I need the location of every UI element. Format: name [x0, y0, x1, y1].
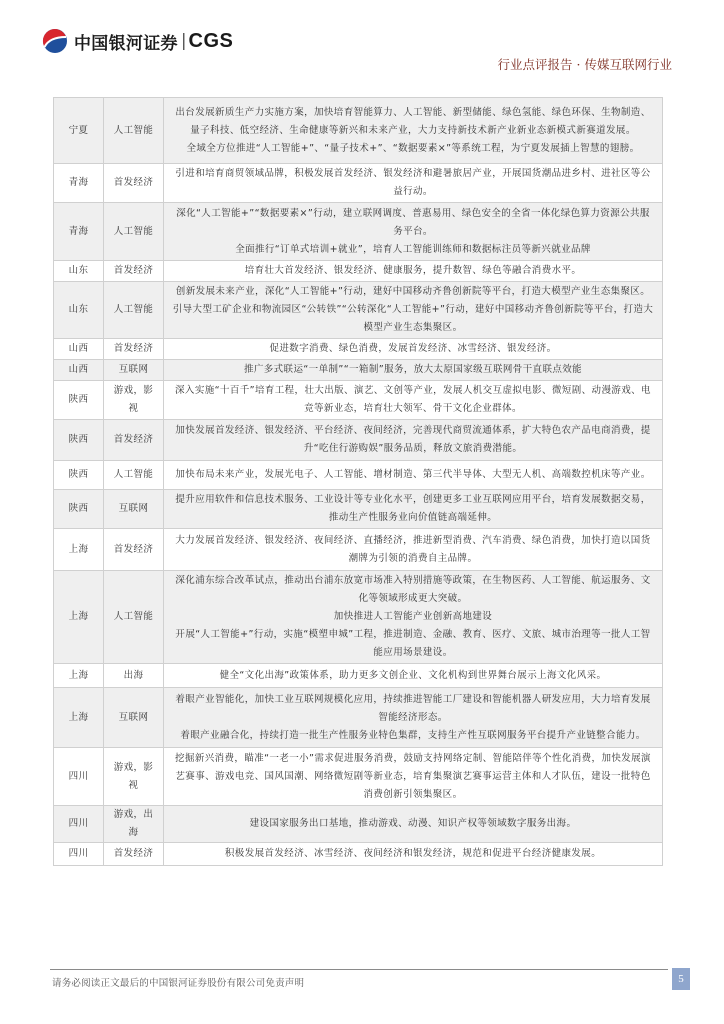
category-cell: 人工智能	[104, 282, 164, 339]
table-row	[54, 490, 663, 529]
content-cell	[164, 98, 663, 164]
category-cell: 人工智能	[104, 98, 164, 164]
region-cell: 陕西	[54, 490, 104, 529]
content-cell	[164, 461, 663, 490]
content-paragraph: 提升应用软件和信息技术服务、工业设计等专业化水平，创建更多工业互联网应用平台，培育发展数据交易，推动生产性服务业向价值链高端延伸。	[175, 494, 651, 523]
region-cell: 陕西	[54, 381, 104, 420]
content-paragraph: 加快发展首发经济、银发经济、平台经济、夜间经济，完善现代商贸流通体系，扩大特色农产品电商消费，提升“吃住行游购娱”服务品质，释放文旅消费潜能。	[175, 425, 651, 454]
content-paragraph: 全域全方位推进“人工智能+”、“量子技术+”、“数据要素×”等系统工程，为宁夏发展插上智慧的翅膀。	[186, 142, 640, 154]
category-cell: 游戏，影视	[104, 748, 164, 806]
category-cell: 首发经济	[104, 339, 164, 360]
content-cell	[164, 164, 663, 203]
region-cell: 上海	[54, 529, 104, 571]
content-paragraph: 加快布局未来产业，发展光电子、人工智能、增材制造、第三代半导体、大型无人机、高端数控机床等产业。	[175, 469, 651, 480]
category-cell: 首发经济	[104, 261, 164, 282]
company-logo	[41, 28, 233, 54]
table-row	[54, 664, 663, 688]
category-cell: 互联网	[104, 490, 164, 529]
logo-divider: |	[180, 31, 187, 51]
content-paragraph: 培育壮大首发经济、银发经济、健康服务，提升数智、绿色等融合消费水平。	[244, 265, 582, 276]
region-cell: 四川	[54, 843, 104, 866]
footer-divider	[50, 969, 668, 970]
content-cell	[164, 571, 663, 664]
category-cell: 首发经济	[104, 529, 164, 571]
content-paragraph: 引进和培育商贸领域品牌，积极发展首发经济、银发经济和避暑旅居产业，开展国货潮品进乡村、进社区等公益行动。	[175, 168, 651, 197]
content-paragraph: 积极发展首发经济、冰雪经济、夜间经济和银发经济，规范和促进平台经济健康发展。	[224, 848, 602, 859]
table-row	[54, 529, 663, 571]
content-paragraph: 健全“文化出海”政策体系，助力更多文创企业、文化机构到世界舞台展示上海文化风采。	[219, 669, 607, 681]
cgs-logo-icon	[41, 28, 69, 54]
content-paragraph: 着眼产业融合化，持续打造一批生产性服务业特色集群，支持生产性互联网服务平台提升产业链整合能力。	[180, 729, 646, 741]
content-cell	[164, 360, 663, 381]
page-number: 5	[672, 968, 690, 990]
region-cell: 青海	[54, 203, 104, 261]
region-cell: 山东	[54, 261, 104, 282]
content-paragraph: 加快推进人工智能产业创新高地建设	[333, 611, 493, 622]
content-paragraph: 建设国家服务出口基地，推动游戏、动漫、知识产权等领域数字服务出海。	[249, 818, 577, 829]
content-paragraph: 促进数字消费、绿色消费，发展首发经济、冰雪经济、银发经济。	[269, 343, 557, 354]
header-separator: ·	[576, 57, 581, 72]
category-cell: 游戏，影视	[104, 381, 164, 420]
content-paragraph: 大力发展首发经济、银发经济、夜间经济、直播经济，推进新型消费、汽车消费、绿色消费，加快打造以国货潮牌为引领的消费自主品牌。	[175, 534, 651, 564]
table-row	[54, 843, 663, 866]
table-row	[54, 98, 663, 164]
content-cell	[164, 203, 663, 261]
category-cell: 互联网	[104, 360, 164, 381]
content-cell	[164, 664, 663, 688]
running-header	[497, 55, 672, 73]
table-row	[54, 688, 663, 748]
table-row	[54, 461, 663, 490]
category-cell: 首发经济	[104, 164, 164, 203]
content-paragraph: 推广多式联运“一单制”“一箱制”服务，放大太原国家级互联网骨干直联点效能	[243, 364, 583, 375]
table-row	[54, 571, 663, 664]
region-cell: 陕西	[54, 461, 104, 490]
category-cell: 互联网	[104, 688, 164, 748]
table-row	[54, 748, 663, 806]
industry-name: 传媒互联网行业	[584, 57, 672, 72]
category-cell: 人工智能	[104, 571, 164, 664]
category-cell: 首发经济	[104, 843, 164, 866]
region-cell: 四川	[54, 748, 104, 806]
content-cell	[164, 806, 663, 843]
table-row	[54, 164, 663, 203]
content-paragraph: 开展“人工智能+”行动，实施“模塑申城”工程，推进制造、金融、教育、医疗、文旅、城市治理等一批人工智能应用场景建设。	[175, 629, 651, 658]
content-cell	[164, 381, 663, 420]
region-cell: 陕西	[54, 420, 104, 461]
table-row	[54, 806, 663, 843]
region-cell: 宁夏	[54, 98, 104, 164]
content-paragraph: 出台发展新质生产力实施方案，加快培育智能算力、人工智能、新型储能、绿色氢能、绿色环保、生物制造、量子科技、低空经济、生命健康等新兴和未来产业，大力支持新技术新产业新业态新模式新赛道发展。	[175, 106, 651, 136]
table-body	[54, 98, 663, 866]
category-cell: 首发经济	[104, 420, 164, 461]
category-cell: 人工智能	[104, 203, 164, 261]
content-cell	[164, 282, 663, 339]
content-paragraph: 深化“人工智能+”“数据要素×”行动，建立联网调度、普惠易用、绿色安全的全省一体化绿色算力资源公共服务平台。	[176, 207, 650, 237]
table-row	[54, 282, 663, 339]
region-cell: 上海	[54, 688, 104, 748]
region-cell: 上海	[54, 664, 104, 688]
disclaimer-notice: 请务必阅读正文最后的中国银河证券股份有限公司免责声明	[52, 978, 305, 989]
content-paragraph: 挖掘新兴消费，瞄准“一老一小”需求促进服务消费，鼓励支持网络定制、智能陪伴等个性化消费，加快发展演艺赛事、游戏电竞、国风国潮、网络微短剧等新业态，培育集聚演艺赛事运营主体和人才队伍，建设一批特色消费创新引领集聚区。	[175, 752, 651, 800]
logo-company-name: 中国银河证券	[74, 33, 178, 54]
category-cell: 出海	[104, 664, 164, 688]
region-cell: 青海	[54, 164, 104, 203]
table-row	[54, 261, 663, 282]
content-paragraph: 全面推行“订单式培训+就业”，培育人工智能训练师和数据标注员等新兴就业品牌	[235, 243, 591, 255]
content-cell	[164, 748, 663, 806]
table-row	[54, 360, 663, 381]
content-cell	[164, 261, 663, 282]
content-paragraph: 着眼产业智能化，加快工业互联网规模化应用，持续推进智能工厂建设和智能机器人研发应用，大力培育发展智能经济形态。	[175, 693, 651, 723]
content-paragraph: 深入实施“十百千”培育工程，壮大出版、演艺、文创等产业，发展人机交互虚拟电影、微短剧、动漫游戏、电竞等新业态，培育壮大领军、骨干文化企业群体。	[175, 385, 651, 414]
content-paragraph: 创新发展未来产业，深化“人工智能+”行动，建好中国移动齐鲁创新院等平台，打造大模型产业生态集聚区。	[175, 286, 651, 297]
category-cell: 人工智能	[104, 461, 164, 490]
region-cell: 上海	[54, 571, 104, 664]
content-cell	[164, 339, 663, 360]
content-cell	[164, 843, 663, 866]
logo-abbreviation: CGS	[188, 29, 234, 52]
content-paragraph: 深化浦东综合改革试点，推动出台浦东放宽市场准入特别措施等政策，在生物医药、人工智能、航运服务、文化等领域形成更大突破。	[175, 575, 651, 604]
content-paragraph: 引导大型工矿企业和物流园区“公转铁”“公转深化“人工智能+”行动，建好中国移动齐鲁创新院等平台，打造大模型产业生态集聚区。	[172, 304, 654, 333]
region-cell: 山西	[54, 339, 104, 360]
region-cell: 山东	[54, 282, 104, 339]
content-cell	[164, 420, 663, 461]
content-cell	[164, 529, 663, 571]
category-cell: 游戏，出海	[104, 806, 164, 843]
table-row	[54, 420, 663, 461]
content-cell	[164, 688, 663, 748]
table-row	[54, 203, 663, 261]
table-row	[54, 381, 663, 420]
policy-table	[53, 97, 663, 866]
table-row	[54, 339, 663, 360]
region-cell: 四川	[54, 806, 104, 843]
report-type: 行业点评报告	[497, 57, 573, 72]
region-cell: 山西	[54, 360, 104, 381]
content-cell	[164, 490, 663, 529]
